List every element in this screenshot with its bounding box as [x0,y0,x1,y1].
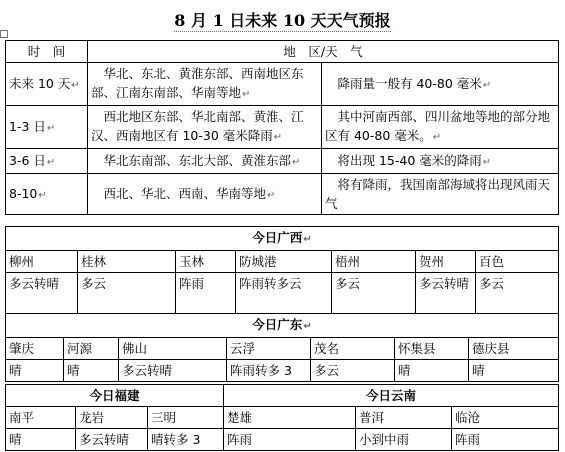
fujian-table [5,384,224,451]
weather-cell: 其中河南西部、四川盆地等地的部分地区有 40-80 毫米。 [325,109,551,143]
city-row [6,338,559,360]
weather-cell: 多云转晴 [119,360,227,382]
return-mark-icon: ↵ [46,122,56,134]
table-row [6,106,559,149]
weather-cell: 晴 [64,360,119,382]
weather-row [224,429,559,451]
return-mark-icon: ↵ [46,156,56,168]
return-mark-icon: ↵ [303,234,312,245]
return-mark-icon: ↵ [482,79,492,91]
city-cell: 南平 [6,407,76,429]
city-cell: 桂林 [78,251,176,273]
weather-cell: 多云 [78,273,176,314]
city-row [224,407,559,429]
weather-cell: 降雨量一般有 40-80 毫米 [325,75,482,91]
city-cell: 云浮 [227,338,311,360]
city-row [6,251,559,273]
period-cell: 未来 10 天 [9,75,71,91]
weather-cell: 多云转晴 [416,273,476,314]
weather-cell: 阵雨 [224,429,356,451]
weather-row [6,273,559,314]
fujian-heading: 今日福建 [6,385,224,407]
period-cell: 3-6 日 [9,152,46,168]
guangdong-heading: 今日广东↵ [6,314,559,338]
weather-cell: 多云 [311,360,395,382]
title-text: 8 月 1 日未来 10 天天气预报 [174,11,391,30]
weather-cell: 将有降雨，我国南部海域将出现风雨天气 [325,177,551,211]
table-row [6,63,559,106]
city-cell: 佛山 [119,338,227,360]
return-mark-icon: ↵ [303,321,312,332]
return-mark-icon: ↵ [273,132,283,143]
return-mark-icon: ↵ [38,189,47,201]
weather-cell: 多云转晴 [6,273,78,314]
return-mark-icon: ↵ [71,79,80,91]
city-cell: 德庆县 [469,338,559,360]
city-cell: 楚雄 [224,407,356,429]
weather-cell: 将出现 15-40 毫米的降雨 [325,152,482,168]
return-mark-icon: ↵ [432,132,442,143]
period-cell: 1-3 日 [9,118,46,134]
weather-row [6,360,559,382]
city-cell: 梧州 [332,251,416,273]
guangdong-table [5,313,559,382]
weather-cell: 多云转晴 [76,429,148,451]
city-cell: 防城港 [236,251,332,273]
city-cell: 肇庆 [6,338,64,360]
city-cell: 贺州 [416,251,476,273]
regions-cell: 华北、东北、黄淮东部、西南地区东部、江南东南部、华南等地 [91,66,304,100]
page-title [0,8,565,31]
header-time: 时 间 [6,41,88,63]
header-region: 地 区/天 气 [88,41,559,63]
weather-cell: 晴转多 3 [148,429,224,451]
yunnan-table [223,384,559,451]
city-cell: 临沧 [452,407,559,429]
regions-cell: 华北东南部、东北大部、黄淮东部 [91,152,292,168]
forecast-table [5,40,559,215]
city-cell: 龙岩 [76,407,148,429]
weather-cell: 阵雨转多 3 [227,360,311,382]
city-cell: 玉林 [176,251,236,273]
city-cell: 柳州 [6,251,78,273]
weather-cell: 小到中雨 [356,429,452,451]
city-cell: 百色 [476,251,559,273]
return-mark-icon: ↵ [292,156,301,168]
weather-cell: 晴 [395,360,469,382]
city-row [6,407,224,429]
weather-cell: 阵雨 [452,429,559,451]
regions-cell: 西北地区东部、华北南部、黄淮、江汉、西南地区有 10-30 毫米降雨 [91,109,304,143]
return-mark-icon: ↵ [267,189,276,201]
weather-cell: 阵雨 [176,273,236,314]
guangxi-heading: 今日广西↵ [6,227,559,251]
guangxi-table [5,226,559,314]
return-mark-icon: ↵ [242,89,251,100]
weather-row [6,429,224,451]
city-cell: 河源 [64,338,119,360]
city-cell: 三明 [148,407,224,429]
table-row [6,174,559,215]
weather-cell: 阵雨转多云 [236,273,332,314]
weather-cell: 晴 [6,360,64,382]
city-cell: 普洱 [356,407,452,429]
city-cell: 茂名 [311,338,395,360]
table-row [6,149,559,174]
city-cell: 怀集县 [395,338,469,360]
yunnan-heading: 今日云南 [224,385,559,407]
table-anchor-icon [0,30,8,38]
return-mark-icon: ↵ [482,156,492,168]
table-header-row [6,41,559,63]
regions-cell: 西北、华北、西南、华南等地 [91,185,267,201]
weather-cell: 晴 [469,360,559,382]
weather-cell: 多云 [476,273,559,314]
period-cell: 8-10 [9,185,38,201]
weather-cell: 晴 [6,429,76,451]
weather-cell: 多云 [332,273,416,314]
